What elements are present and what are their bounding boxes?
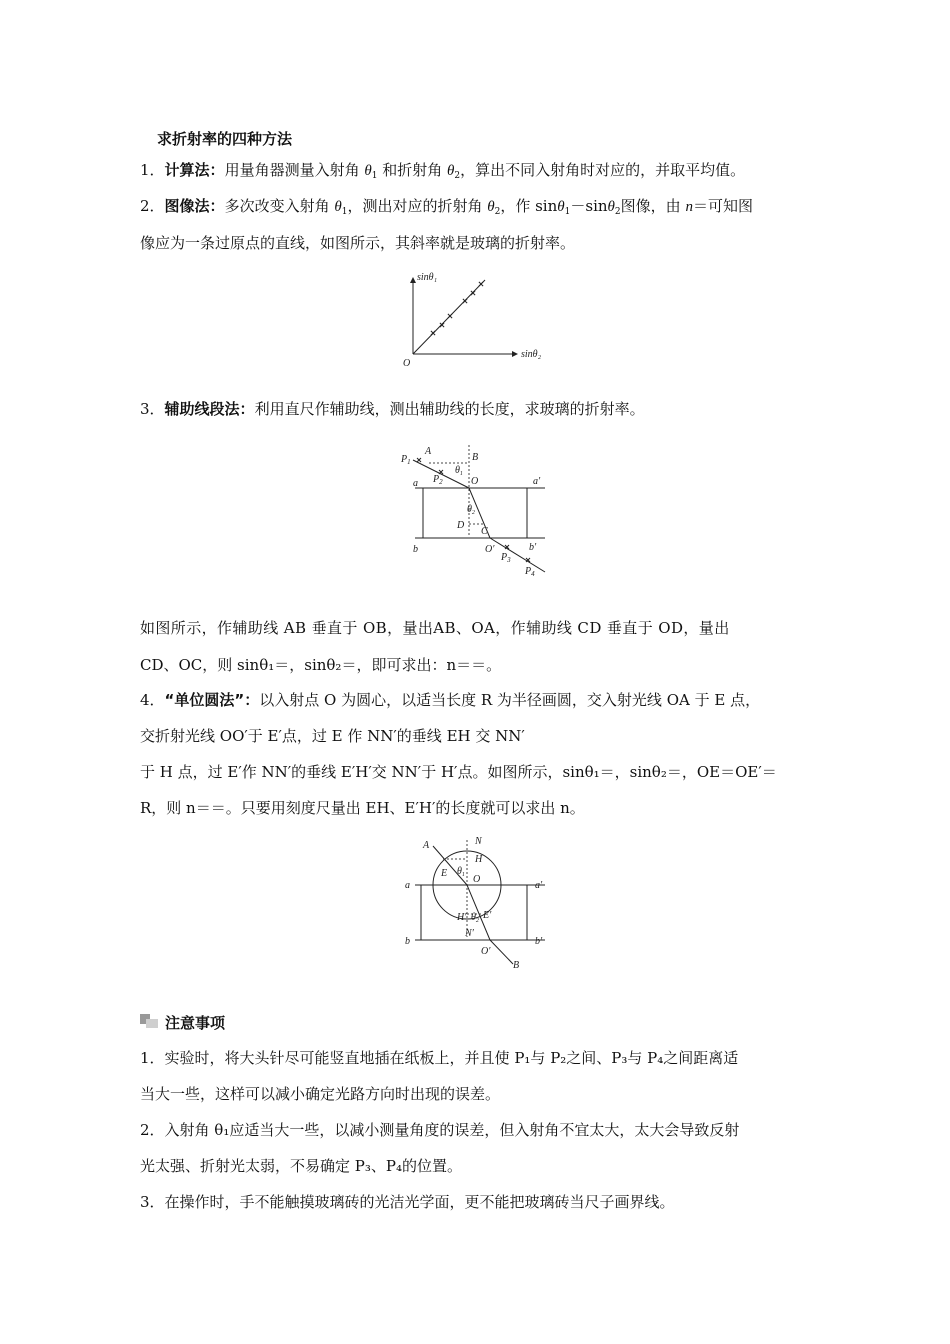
page-title: 求折射率的四种方法: [157, 130, 293, 148]
svg-text:P1: $P_1$: [401, 454, 411, 466]
method-4-line3: 于 H 点，过 E′作 NN′的垂线 E′H′交 NN′于 H′点。如图所示，sinθ₁＝，sinθ₂＝，OE＝OE′＝: [140, 763, 777, 781]
method-3-explain-line1: 如图所示，作辅助线 AB 垂直于 OB，量出AB、OA，作辅助线 CD 垂直于 OD，量出: [140, 619, 730, 637]
x-axis-label: sinθ₂: [521, 349, 542, 360]
section-icon: [140, 1014, 158, 1028]
unit-circle-figure: [395, 832, 560, 972]
note-3: 3．在操作时，手不能触摸玻璃砖的光洁光学面，更不能把玻璃砖当尺子画界线。: [140, 1193, 675, 1211]
method-4-line2: 交折射光线 OO′于 E′点，过 E 作 NN′的垂线 EH 交 NN′: [140, 727, 525, 745]
method-3: 3．辅助线段法：利用直尺作辅助线，测出辅助线的长度，求玻璃的折射率。: [140, 400, 645, 418]
method-2-line1: 2．图像法：多次改变入射角 $\theta_1$，测出对应的折射角 $\theta_2$，作 sinθ$_1$－sinθ$_2$图像，由 n＝可知图: [140, 197, 753, 217]
svg-text:a: a: [405, 880, 410, 891]
notes-title: 注意事项: [165, 1014, 226, 1032]
svg-text:A: A: [423, 840, 430, 851]
note-2-line2: 光太强、折射光太弱，不易确定 P₃、P₄的位置。: [140, 1157, 462, 1175]
note-2-line1: 2．入射角 θ₁应适当大一些，以减小测量角度的误差，但入射角不宜太大，太大会导致反射: [140, 1121, 740, 1139]
method-4-line1: 4．“单位圆法”：以入射点 O 为圆心，以适当长度 R 为半径画圆，交入射光线 OA 于 E 点，: [140, 691, 761, 709]
svg-text:D: D: [457, 520, 465, 531]
svg-text:a: a: [413, 478, 418, 489]
method-1: 1．计算法：用量角器测量入射角 $\theta_1$ 和折射角 $\theta_2$，算出不同入射角时对应的，并取平均值。: [140, 161, 746, 181]
origin-label: O: [403, 358, 411, 369]
method-2-line2: 像应为一条过原点的直线，如图所示，其斜率就是玻璃的折射率。: [140, 234, 576, 252]
svg-text:θ2: $\theta_2$: [471, 912, 479, 924]
svg-text:b′: b′: [535, 936, 543, 947]
svg-text:N: N: [475, 836, 482, 847]
svg-text:P4: $P_4$: [525, 566, 535, 578]
svg-text:a′: a′: [533, 476, 541, 487]
svg-text:A: A: [425, 446, 432, 457]
svg-text:O′: O′: [481, 946, 491, 957]
svg-text:b: b: [413, 544, 418, 555]
svg-text:θ2: $\theta_2$: [467, 504, 475, 516]
svg-text:E′: E′: [483, 910, 492, 921]
method-4-line4: R，则 n＝＝。只要用刻度尺量出 EH、E′H′的长度就可以求出 n。: [140, 799, 585, 817]
svg-text:O: O: [473, 874, 481, 885]
svg-text:θ1: $\theta_1$: [457, 866, 465, 878]
svg-text:θ1: $\theta_1$: [455, 465, 463, 477]
svg-text:H: H: [475, 854, 483, 865]
svg-text:E: E: [441, 868, 448, 879]
method-3-explain-line2: CD、OC，则 sinθ₁＝，sinθ₂＝，即可求出：n＝＝。: [140, 656, 502, 674]
svg-text:b: b: [405, 936, 410, 947]
auxiliary-line-figure: [395, 440, 560, 580]
svg-text:H′: H′: [457, 912, 467, 923]
sin-graph-figure: [395, 268, 565, 373]
svg-text:O′: O′: [485, 544, 495, 555]
svg-text:P2: $P_2$: [433, 474, 443, 486]
svg-text:N′: N′: [465, 928, 474, 939]
svg-text:a′: a′: [535, 880, 543, 891]
note-1-line2: 当大一些，这样可以减小确定光路方向时出现的误差。: [140, 1085, 501, 1103]
note-1-line1: 1．实验时，将大头针尽可能竖直地插在纸板上，并且使 P₁与 P₂之间、P₃与 P₄之间距离适: [140, 1049, 739, 1067]
svg-text:O: O: [471, 476, 479, 487]
svg-text:B: B: [472, 452, 479, 463]
svg-text:B: B: [513, 960, 520, 971]
svg-text:C: C: [481, 526, 488, 537]
svg-text:b′: b′: [529, 542, 537, 553]
y-axis-label: sinθ₁: [417, 272, 438, 283]
svg-text:P3: $P_3$: [501, 552, 511, 564]
